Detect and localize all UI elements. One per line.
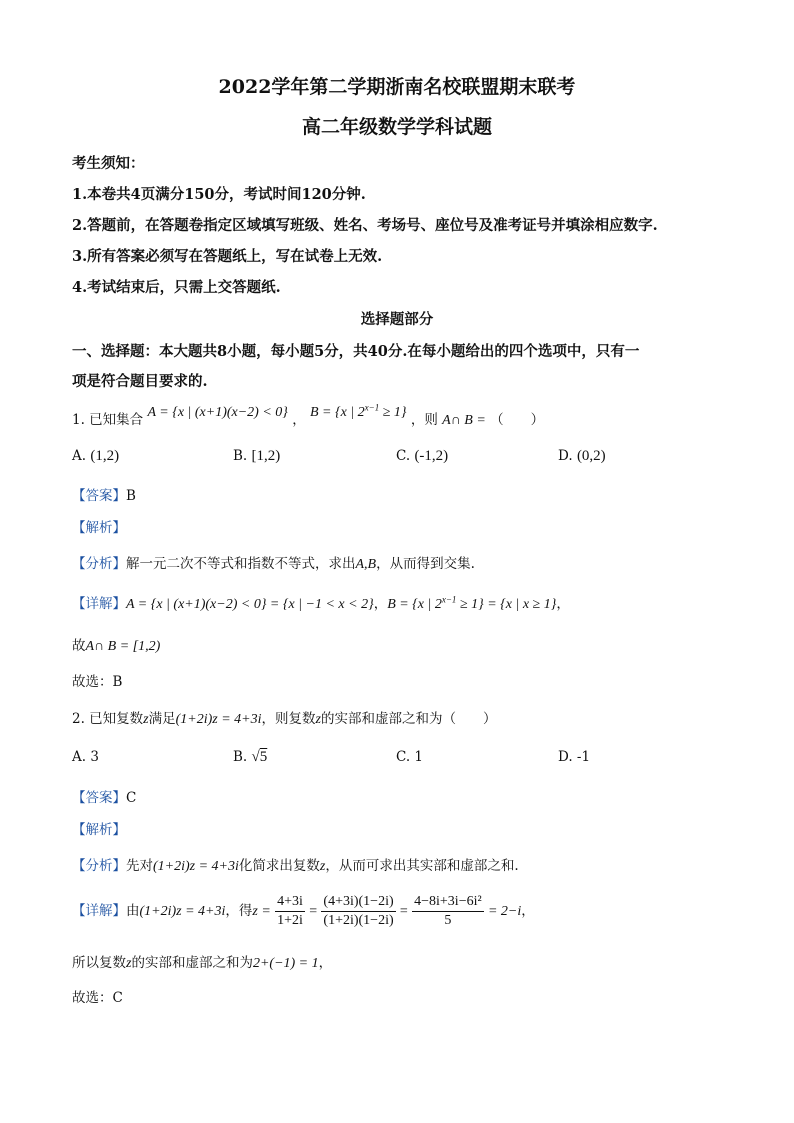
q1-fenxi-math: A,B [355,557,377,572]
q2-stem-prefix: 2. 已知复数 [72,711,144,727]
exam-title: 2022学年第二学期浙南名校联盟期末联考 [218,76,576,98]
q1-choose: 故选：B [72,674,123,690]
q2-fraction-3-denominator: 5 [444,913,452,928]
q2-equals-1: = [309,904,318,919]
q2-sum-z: z [126,956,132,971]
q2-sum-mid: 的实部和虚部之和为 [131,955,253,971]
q1-ask: ，则 [410,412,438,428]
q2-fraction-2 [321,893,395,930]
q2-result-end: ， [521,903,535,919]
q1-set-b-base: B = {x | 2 [310,405,365,420]
q2-fraction-2-denominator: (1+2i)(1−2i) [323,913,394,928]
q2-choose: 故选：C [72,990,123,1006]
q2-answer-value: C [126,790,137,806]
q1-option-c-label: C. [396,448,411,464]
q2-option-c[interactable]: C. 1 [396,749,424,765]
q2-fenxi-end: ，从而可求出其实部和虚部之和. [325,858,519,874]
q1-answer-tag: 【答案】 [72,488,126,504]
q2-fenxi-tag: 【分析】 [72,858,126,874]
q1-answer-value: B [126,488,136,504]
notice-heading: 考生须知： [72,155,145,172]
notice-item-4: 4.考试结束后，只需上交答题纸. [72,279,281,296]
q2-z: z [143,712,149,727]
q1-detail-set-a: A = {x | (x+1)(x−2) < 0} = {x | −1 < x < 2} [126,597,374,612]
q2-stem-end: 的实部和虚部之和为（ ） [320,711,497,727]
q1-option-a-label: A. [72,448,87,464]
q2-detail-equation: (1+2i)z = 4+3i [139,904,226,919]
q1-paren: （ ） [490,412,545,428]
q2-fenxi-mid: 化简求出复数 [238,858,320,874]
q1-option-d-value: (0,2) [576,448,606,464]
q2-stem-mid2: ，则复数 [261,711,316,727]
q2-fenxi-z: z [319,859,326,874]
q2-sum-math: 2+(−1) = 1 [252,956,319,971]
q2-fraction-2-numerator: (4+3i)(1−2i) [321,893,395,912]
q2-fenxi-math: (1+2i)z = 4+3i [153,859,239,874]
q1-set-b [310,402,407,420]
q1-detail-end: ， [556,596,570,612]
q2-detail [72,893,535,930]
notice-item-2: 2.答题前，在答题卷指定区域填写班级、姓名、考场号、座位号及准考证号并填涂相应数字. [72,217,658,234]
q2-equals-2: = [399,904,408,919]
q1-option-b[interactable] [233,448,280,465]
q2-sum-pre: 所以复数 [72,955,126,971]
q1-answer [72,484,136,504]
q2-detail-tag: 【详解】 [72,903,126,919]
q1-detail-line1 [72,592,570,613]
exam-subtitle: 高二年级数学学科试题 [301,116,492,138]
q2-answer [72,786,136,806]
q1-option-d-label: D. [558,448,573,464]
q2-fraction-1-numerator: 4+3i [275,893,305,912]
q2-stem [72,707,496,728]
section-intro-line1: 一、选择题：本大题共8小题，每小题5分，共40分.在每小题给出的四个选项中，只有一 [72,343,640,360]
q2-fenxi-text: 先对 [126,858,153,874]
q1-fenxi-tag: 【分析】 [72,556,126,572]
q2-option-b-value: √5 [251,749,268,765]
q1-detail-comma: ， [373,596,388,612]
q2-answer-tag: 【答案】 [72,790,126,806]
q2-option-d[interactable]: D. -1 [558,749,591,765]
q2-detail-mid: ，得 [225,903,253,919]
q2-fraction-1 [275,893,305,930]
q2-equation: (1+2i)z = 4+3i [175,712,262,727]
q2-sum-end: ， [318,955,333,971]
q1-detail-tag: 【详解】 [72,596,126,612]
q1-option-a-value: (1,2) [90,448,120,464]
q2-z2: z [315,712,321,727]
q2-fraction-1-denominator: 1+2i [277,913,303,928]
q1-therefore-math: A∩ B = [1,2) [85,639,161,654]
q2-fraction-3 [412,893,484,930]
q1-option-a[interactable] [72,448,119,465]
q2-result: = 2−i [487,904,522,919]
q1-detail-set-b-rest: ≥ 1} = {x | x ≥ 1} [456,597,557,612]
q2-sum [72,951,332,972]
q1-intersection: A∩ B = [442,413,486,428]
q1-comma: ， [292,412,306,428]
q2-analysis-tag [72,818,126,838]
q1-therefore-text: 故 [72,638,86,654]
q1-set-a: A = {x | (x+1)(x−2) < 0} [147,405,288,420]
q1-option-b-label: B. [233,448,248,464]
notice-item-1: 1.本卷共4页满分150分，考试时间120分钟. [72,186,366,203]
q2-detail-pre: 由 [126,903,140,919]
q2-option-b[interactable] [233,749,267,766]
q2-stem-mid: 满足 [148,711,176,727]
q1-analysis-tag [72,516,126,536]
q1-detail-set-b-base: B = {x | 2 [387,597,442,612]
q2-option-b-label: B. [233,749,248,765]
q1-option-c[interactable] [396,448,448,465]
notice-item-3: 3.所有答案必须写在答题纸上，写在试卷上无效. [72,248,383,265]
section-intro-line2: 项是符合题目要求的. [72,373,208,390]
q1-set-b-exponent: x−1 [364,402,380,413]
q1-option-c-value: (-1,2) [414,448,449,464]
q1-fenxi-text: 解一元二次不等式和指数不等式，求出 [126,556,356,572]
q2-option-a[interactable]: A. 3 [72,749,99,765]
q1-option-b-value: [1,2) [251,448,281,464]
q1-option-d[interactable] [558,448,606,465]
q1-analysis-label: 【解析】 [72,520,126,536]
section-title: 选择题部分 [360,311,434,328]
q1-detail-set-b [387,594,557,612]
q2-sqrt-radicand: 5 [259,749,268,765]
q2-detail-z: z = [252,904,271,919]
q1-set-b-rest: ≥ 1} [379,405,407,420]
q2-fraction-3-numerator: 4−8i+3i−6i² [412,893,484,912]
q1-fenxi [72,552,475,573]
q2-analysis-label: 【解析】 [72,822,126,838]
q1-therefore [72,634,160,655]
q1-detail-set-b-exponent: x−1 [441,594,457,605]
q1-fenxi-end: ，从而得到交集. [376,556,475,572]
q2-fenxi [72,854,519,875]
q1-stem-prefix: 1. 已知集合 [72,412,144,428]
q1-stem [72,402,545,429]
